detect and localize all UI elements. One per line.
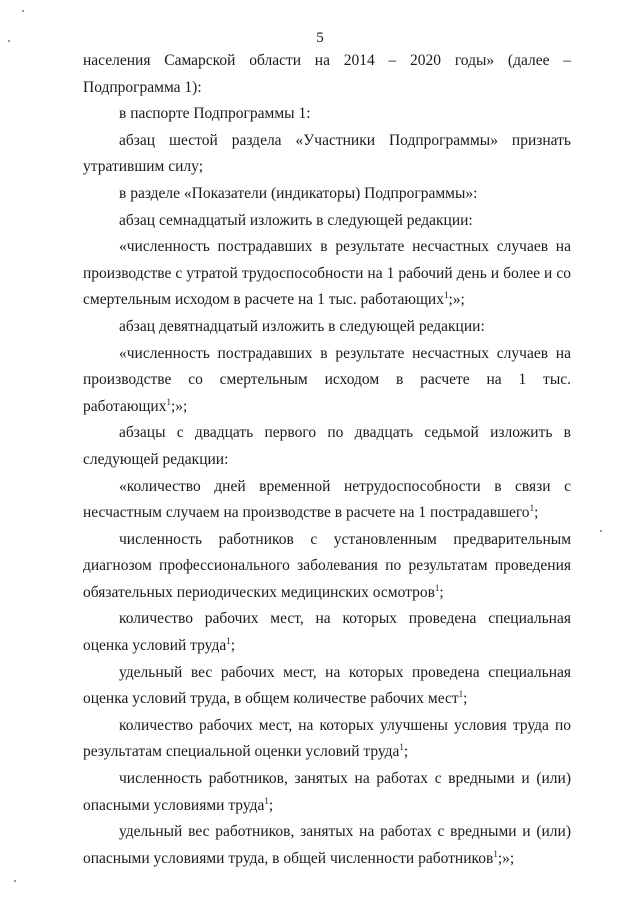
paragraph-tail: ;»; <box>497 849 515 867</box>
paragraph-tail: ; <box>268 796 274 814</box>
paragraph <box>83 181 571 208</box>
paragraph <box>83 48 571 101</box>
paragraph-tail: ; <box>439 583 444 601</box>
document-body <box>83 48 571 872</box>
footnote-mark: 1 <box>226 636 231 647</box>
paragraph-text: абзац шестой раздела «Участники Подпрограммы» признать утратившим силу; <box>83 131 571 176</box>
paragraph <box>83 660 571 713</box>
paragraph-tail: ; <box>230 637 236 655</box>
scan-speck <box>22 10 24 12</box>
footnote-mark: 1 <box>529 503 535 514</box>
footnote-mark: 1 <box>493 848 498 859</box>
paragraph-text: количество рабочих мест, на которых проведена специальная оценка условий труда <box>83 610 571 655</box>
paragraph <box>83 713 571 766</box>
paragraph <box>83 819 571 872</box>
paragraph-text: численность работников, занятых на работах с вредными и (или) опасными условиями труда <box>83 770 571 814</box>
paragraph-text: населения Самарской области на 2014 – 2020 годы» (далее – Подпрограмма 1): <box>83 52 571 96</box>
footnote-mark: 1 <box>166 396 171 407</box>
paragraph <box>83 101 571 128</box>
paragraph-text: в паспорте Подпрограммы 1: <box>119 105 311 123</box>
paragraph-text: абзац семнадцатый изложить в следующей редакции: <box>119 211 473 229</box>
footnote-mark: 1 <box>264 795 269 806</box>
paragraph <box>83 341 571 421</box>
paragraph <box>83 527 571 607</box>
paragraph <box>83 420 571 473</box>
paragraph-tail: ; <box>534 504 539 522</box>
paragraph <box>83 234 571 314</box>
paragraph-text: «количество дней временной нетрудоспособности в связи с несчастным случаем на производстве в расчете на 1 пострадавшего <box>83 477 571 522</box>
paragraph-text: удельный вес работников, занятых на работах с вредными и (или) опасными условиями труда, в общей численности работников <box>83 823 571 867</box>
footnote-mark: 1 <box>458 689 464 700</box>
paragraph <box>83 314 571 341</box>
paragraph-tail: ;»; <box>170 397 188 415</box>
paragraph-text: абзац девятнадцатый изложить в следующей редакции: <box>119 317 485 335</box>
paragraph <box>83 208 571 235</box>
paragraph-tail: ;»; <box>448 291 465 309</box>
paragraph-text: количество рабочих мест, на которых улучшены условия труда по результатам специальной оценки условий труда <box>83 716 571 761</box>
paragraph-text: «численность пострадавших в результате несчастных случаев на производстве со смертельным исходом в расчете на 1 тыс. работающих <box>83 344 571 415</box>
paragraph-text: удельный вес рабочих мест, на которых проведена специальная оценка условий труда, в общем количестве рабочих мест <box>83 663 571 708</box>
paragraph-tail: ; <box>403 743 409 761</box>
paragraph <box>83 128 571 181</box>
paragraph-text: численность работников с установленным предварительным диагнозом профессионального заболевания по результатам проведения обязательных периодических медицинских осмотров <box>83 530 571 601</box>
paragraph <box>83 766 571 819</box>
footnote-mark: 1 <box>434 582 440 593</box>
paragraph <box>83 606 571 659</box>
paragraph-tail: ; <box>463 690 468 708</box>
paragraph <box>83 474 571 527</box>
paragraph-text: «численность пострадавших в результате несчастных случаев на производстве с утратой трудоспособности на 1 рабочий день и более и со смертельным исходом в расчете на 1 тыс. работающих <box>83 238 571 309</box>
scan-speck <box>600 530 602 532</box>
paragraph-text: в разделе «Показатели (индикаторы) Подпрограммы»: <box>119 184 478 202</box>
paragraph-text: абзацы с двадцать первого по двадцать седьмой изложить в следующей редакции: <box>83 424 571 468</box>
footnote-mark: 1 <box>443 290 449 301</box>
scan-speck <box>8 40 10 42</box>
page-number: 5 <box>316 30 324 46</box>
footnote-mark: 1 <box>399 742 404 753</box>
scan-speck <box>14 880 16 882</box>
